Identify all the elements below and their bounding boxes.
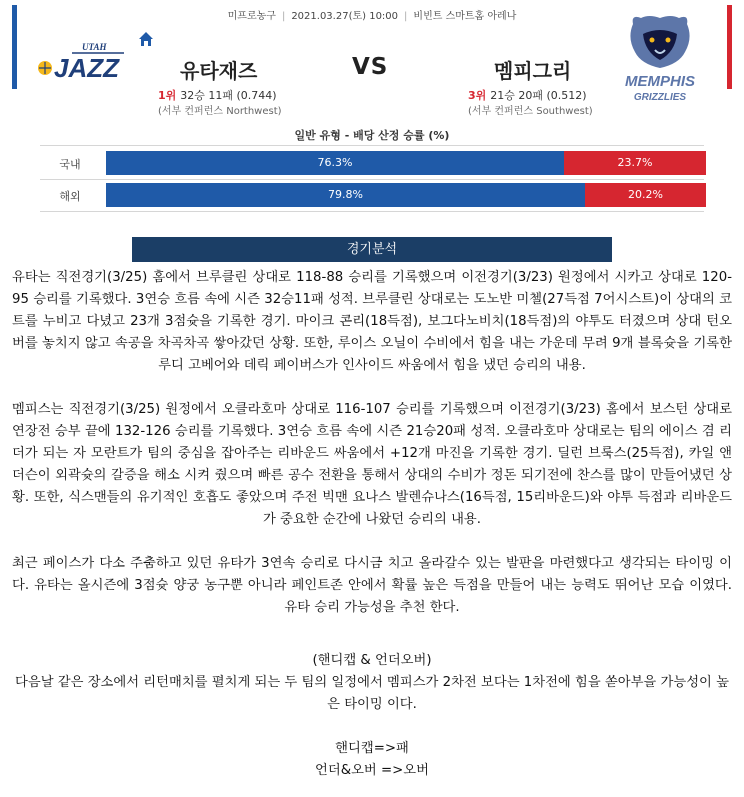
divider — [40, 145, 704, 146]
home-odds-bar: 79.8% — [106, 183, 585, 207]
svg-text:GRIZZLIES: GRIZZLIES — [633, 92, 687, 103]
analysis-section-title: 경기분석 — [132, 237, 612, 262]
home-team-conference: (서부 컨퍼런스 Northwest) — [158, 106, 282, 117]
utah-jazz-logo — [36, 41, 128, 81]
divider — [40, 179, 704, 180]
home-team-name: 유타재즈 — [180, 59, 258, 83]
home-icon[interactable] — [138, 31, 154, 47]
handicap-heading: (핸디캡 & 언더오버) — [312, 653, 432, 668]
pick-overunder: 언더&오버 =>오버 — [315, 763, 429, 778]
home-odds-bar: 76.3% — [106, 151, 564, 175]
odds-section-title: 일반 유형 - 배당 산정 승률 (%) — [294, 129, 450, 142]
divider — [40, 211, 704, 212]
home-team-rank: 1위 — [158, 89, 177, 102]
odds-bar-overseas — [106, 183, 706, 207]
handicap-text: 다음날 같은 장소에서 리턴매치를 펼치게 되는 두 팀의 일정에서 멤피스가 2차전 보다는 1차전에 힘을 쏟아부을 가능성이 높은 타이밍 이다. — [15, 675, 729, 712]
analysis-paragraph-home: 유타는 직전경기(3/25) 홈에서 브루클린 상대로 118-88 승리를 기록했으며 이전경기(3/23) 원정에서 시카고 상대로 120-95 승리를 기록했다. 3연승 흐름 속에 시즌 32승11패 성적. 브루클린 상대로는 도노반 미첼(27득점 7어시스트)이 상대의 코트를 누비고 다녔고 23개 3점슛을 기록한 경기. 마이크 콘리(18득점), 보그다노비치(18득점)의 야투도 터졌으며 상대 턴오버를 놓치지 않고 속공을 차곡차곡 쌓아갔던 상황. 또한, 루이스 오닐이 수비에서 힘을 내는 가운데 무려 9개 블록슛을 기록한 루디 고베어와 데릭 페이버스가 인사이드 싸움에서 힘을 냈던 승리의 내용. — [12, 270, 732, 373]
home-team-record — [158, 87, 277, 103]
away-team-winloss: 21승 20패 (0.512) — [490, 89, 587, 102]
analysis-paragraph-summary: 최근 페이스가 다소 주춤하고 있던 유타가 3연속 승리로 다시금 치고 올라갈수 있는 발판을 마련했다고 생각되는 타이밍 이다. 유타는 올시즌에 3점슛 양궁 농구뿐 아니라 페인트존 안에서 확률 높은 득점을 만들어 내는 능력도 뛰어난 모습 이였다. 유타 승리 가능성을 추천 한다. — [12, 556, 732, 615]
away-team-name: 멤피그리 — [494, 59, 572, 83]
vs-label: VS — [352, 54, 389, 80]
away-team-conference: (서부 컨퍼런스 Southwest) — [468, 106, 593, 117]
match-info-line: 미프로농구 | 2021.03.27(토) 10:00 | 비빈트 스마트홈 아레나 — [227, 11, 517, 22]
venue-label: 비빈트 스마트홈 아레나 — [413, 11, 517, 22]
memphis-grizzlies-logo — [621, 12, 699, 110]
analysis-body — [12, 267, 732, 641]
odds-row-label-overseas: 해외 — [59, 190, 81, 203]
odds-bar-domestic — [106, 151, 706, 175]
away-team-rank: 3위 — [468, 89, 487, 102]
league-label: 미프로농구 — [227, 11, 276, 22]
pick-handicap: 핸디캡=>패 — [335, 741, 409, 756]
svg-text:UTAH: UTAH — [82, 42, 107, 52]
match-datetime: 2021.03.27(토) 10:00 — [291, 11, 399, 22]
away-team-record — [468, 87, 587, 103]
svg-text:MEMPHIS: MEMPHIS — [624, 73, 696, 90]
home-team-winloss: 32승 11패 (0.744) — [180, 89, 277, 102]
svg-text:JAZZ: JAZZ — [54, 53, 119, 81]
odds-row-label-domestic: 국내 — [59, 158, 81, 171]
analysis-paragraph-away: 멤피스는 직전경기(3/25) 원정에서 오클라호마 상대로 116-107 승리를 기록했으며 이전경기(3/23) 홈에서 보스턴 상대로 연장전 승부 끝에 132-126 승리를 기록했다. 3연승 흐름 속에 시즌 21승20패 성적. 오클라호마 상대로는 팀의 에이스 겸 리더가 되는 자 모란트가 팀의 중심을 잡아주는 리바운드 싸움에서 +12개 마진을 기록한 경기. 딜런 브룩스(25득점), 카일 앤더슨이 외곽슛의 갈증을 해소 시켜 줬으며 빠른 공수 전환을 통해서 상대의 수비가 정돈 되기전에 찬스를 많이 만들어냈던 상황. 또한, 식스맨들의 유기적인 호흡도 좋았으며 주전 빅맨 요나스 발렌슈나스(16득점, 15리바운드)와 야투 득점과 리바운드가 중요한 순간에 나왔던 승리의 내용. — [12, 402, 732, 527]
away-odds-bar: 20.2% — [585, 183, 706, 207]
away-odds-bar: 23.7% — [564, 151, 706, 175]
